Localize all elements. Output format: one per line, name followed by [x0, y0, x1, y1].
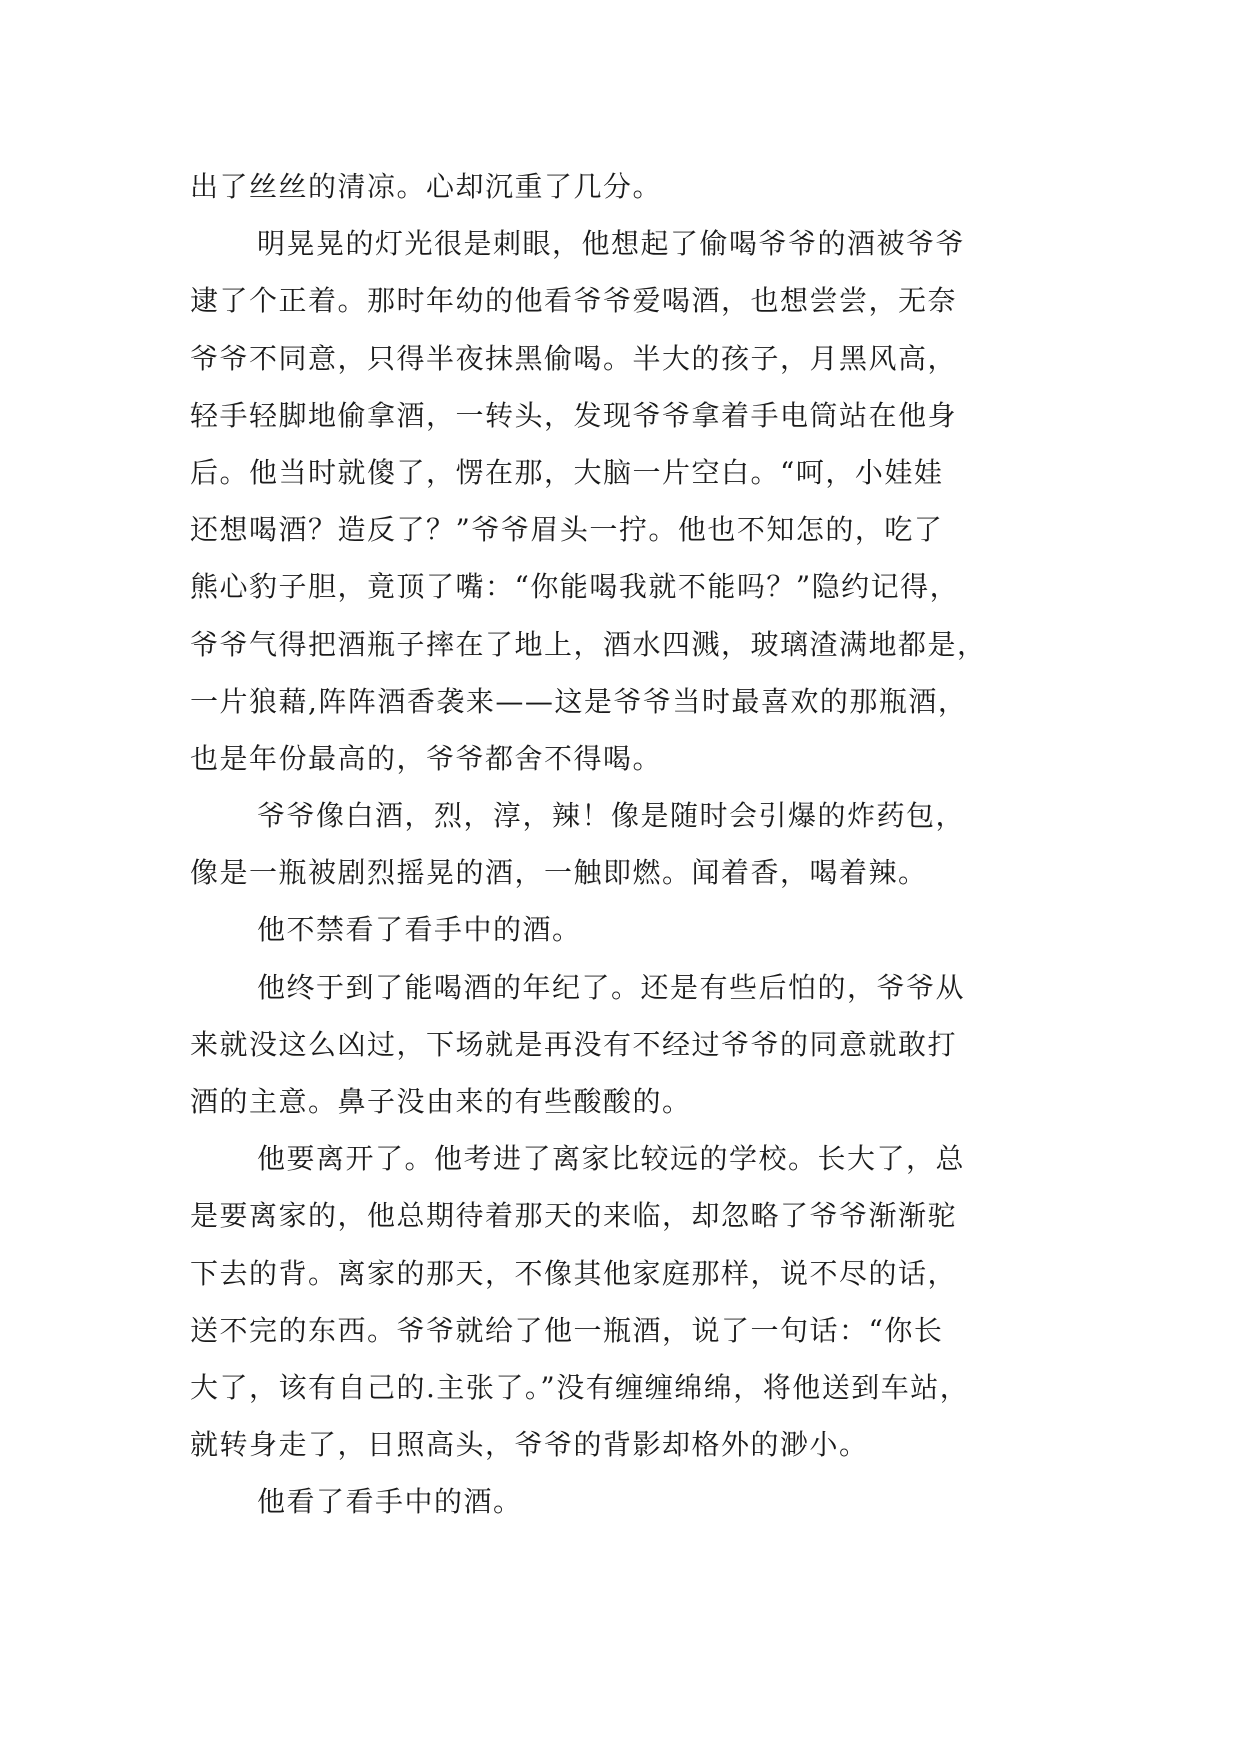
text-line: 就转身走了，日照高头，爷爷的背影却格外的渺小。	[190, 1428, 869, 1462]
text-line: 是要离家的，他总期待着那天的来临，却忽略了爷爷渐渐驼	[190, 1199, 958, 1233]
text-line: 爷爷气得把酒瓶子摔在了地上，酒水四溅，玻璃渣满地都是，	[190, 627, 987, 661]
text-line: 逮了个正着。那时年幼的他看爷爷爱喝酒，也想尝尝，无奈	[190, 284, 958, 318]
text-line: 爷爷不同意，只得半夜抹黑偷喝。半大的孩子，月黑风高，	[190, 341, 958, 375]
text-line: 还想喝酒？造反了？”爷爷眉头一拧。他也不知怎的，吃了	[190, 513, 944, 547]
text-line: 轻手轻脚地偷拿酒，一转头，发现爷爷拿着手电筒站在他身	[190, 398, 958, 432]
text-line: 像是一瓶被剧烈摇晃的酒，一触即燃。闻着香，喝着辣。	[190, 856, 928, 890]
text-line: 明晃晃的灯光很是刺眼，他想起了偷喝爷爷的酒被爷爷	[257, 227, 966, 261]
text-line: 送不完的东西。爷爷就给了他一瓶酒，说了一句话：“你长	[190, 1313, 944, 1347]
text-line: 一片狼藉,阵阵酒香袭来——这是爷爷当时最喜欢的那瓶酒，	[190, 684, 968, 718]
text-line: 出了丝丝的清凉。心却沉重了几分。	[190, 170, 663, 203]
document-body	[190, 158, 1060, 1531]
text-line: 酒的主意。鼻子没由来的有些酸酸的。	[190, 1085, 692, 1118]
text-line: 下去的背。离家的那天，不像其他家庭那样，说不尽的话，	[190, 1256, 958, 1290]
text-line: 来就没这么凶过，下场就是再没有不经过爷爷的同意就敢打	[190, 1027, 958, 1061]
text-line: 他要离开了。他考进了离家比较远的学校。长大了，总	[257, 1142, 966, 1176]
text-line: 大了，该有自己的.主张了。”没有缠缠绵绵，将他送到车站，	[190, 1370, 970, 1404]
text-line: 也是年份最高的，爷爷都舍不得喝。	[190, 741, 663, 775]
text-line: 后。他当时就傻了，愣在那，大脑一片空白。“呵，小娃娃	[190, 455, 944, 489]
text-line: 他终于到了能喝酒的年纪了。还是有些后怕的，爷爷从	[257, 970, 966, 1004]
text-line: 他不禁看了看手中的酒。	[257, 913, 582, 947]
text-line: 他看了看手中的酒。	[257, 1485, 523, 1519]
text-line: 熊心豹子胆，竟顶了嘴：“你能喝我就不能吗？”隐约记得，	[190, 570, 960, 604]
text-line: 爷爷像白酒，烈，淳，辣！像是随时会引爆的炸药包，	[257, 799, 966, 833]
